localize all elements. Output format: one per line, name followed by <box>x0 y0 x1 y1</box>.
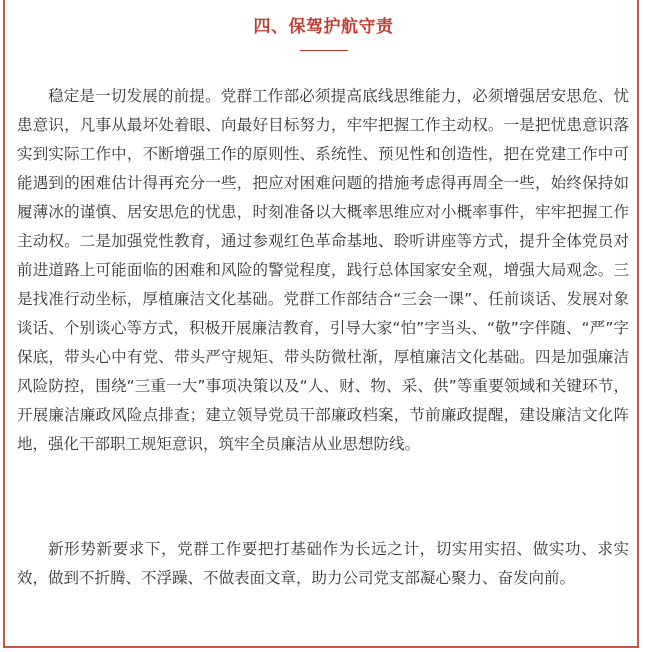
paragraph-conclusion: 新形势新要求下，党群工作要把打基础作为长远之计，切实用实招、做实功、求实效，做到不折腾、不浮躁、不做表面文章，助力公司党支部凝心聚力、奋发向前。 <box>17 540 629 587</box>
paragraph-stability: 稳定是一切发展的前提。党群工作部必须提高底线思维能力，必须增强居安思危、忧患意识，凡事从最坏处着眼、向最好目标努力，牢牢把握工作主动权。一是把忧患意识落实到实际工作中，不断增强工作的原则性、系统性、预见性和创造性，把在党建工作中可能遇到的困难估计得再充分一些，把应对困难问题的措施考虑得再周全一些，始终保持如履薄冰的谨慎、居安思危的忧患，时刻准备以大概率思维应对小概率事件，牢牢把握工作主动权。二是加强党性教育，通过参观红色革命基地、聆听讲座等方式，提升全体党员对前进道路上可能面临的困难和风险的警觉程度，践行总体国家安全观，增强大局观念。三是找准行动坐标，厚植廉洁文化基础。党群工作部结合“三会一课”、任前谈话、发展对象谈话、个别谈心等方式，积极开展廉洁教育，引导大家“怕”字当头、“敬”字伴随、“严”字保底，带头心中有党、带头严守规矩、带头防微杜渐，厚植廉洁文化基础。四是加强廉洁风险防控，围绕“三重一大”事项决策以及“人、财、物、采、供”等重要领域和关键环节，开展廉洁廉政风险点排查；建立领导党员干部廉政档案，节前廉政提醒，建设廉洁文化阵地，强化干部职工规矩意识，筑牢全员廉洁从业思想防线。 <box>17 87 629 453</box>
heading-underline <box>300 50 348 51</box>
section-heading: 四、保驾护航守责 <box>253 17 394 37</box>
